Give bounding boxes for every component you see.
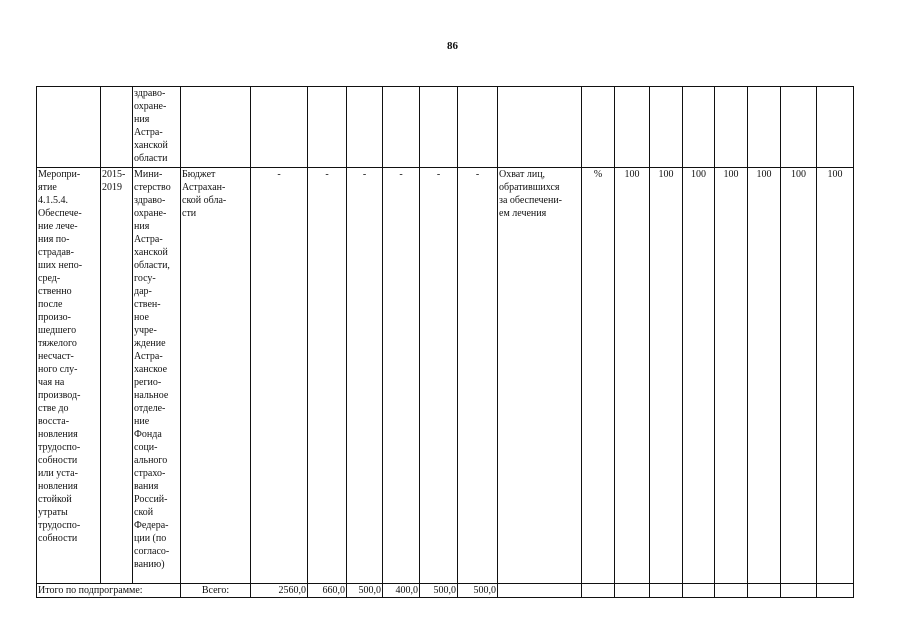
indicator-unit: % (582, 168, 615, 584)
event-name: Меропри- ятие 4.1.5.4. Обеспече- ние лече- ния по- страдав- ших непо- сред- ственно после произо- шедшего тяжелого несчаст- ного слу- чая на производ- стве до восста- новления трудоспо- собности или уста- новления стойкой утраты трудоспо- собности (37, 168, 101, 584)
total-amount: 500,0 (347, 584, 383, 598)
total-label: Итого по подпрограмме: (37, 584, 181, 598)
amount-cell: - (458, 168, 498, 584)
amount-cell: - (383, 168, 420, 584)
cell-period-empty (101, 87, 133, 168)
cell-event-empty (37, 87, 101, 168)
total-vsego-label: Всего: (181, 584, 251, 598)
amount-cell: - (347, 168, 383, 584)
indicator-value: 100 (650, 168, 683, 584)
table-row-event-4-1-5-4 (37, 168, 854, 584)
executor-continuation: здраво- охране- ния Астра- ханской области (133, 87, 181, 168)
amount-cell: - (251, 168, 308, 584)
program-table (36, 86, 854, 598)
indicator-value: 100 (781, 168, 817, 584)
page-number: 86 (447, 40, 458, 52)
indicator-value: 100 (615, 168, 650, 584)
table-row-continuation (37, 87, 854, 168)
total-amount: 2560,0 (251, 584, 308, 598)
total-amount: 500,0 (458, 584, 498, 598)
indicator-value: 100 (748, 168, 781, 584)
indicator-value: 100 (683, 168, 715, 584)
table-row-total (37, 584, 854, 598)
indicator-value: 100 (715, 168, 748, 584)
event-period: 2015- 2019 (101, 168, 133, 584)
amount-cell: - (420, 168, 458, 584)
indicator-value: 100 (817, 168, 854, 584)
total-amount: 500,0 (420, 584, 458, 598)
indicator-name: Охват лиц, обратившихся за обеспечени- ем лечения (498, 168, 582, 584)
event-executor: Мини- стерство здраво- охране- ния Астра- ханской области, госу- дар- ствен- ное учре- ждение Астра- ханское регио- нальное отделе- ние Фонда соци- ального страхо- вания Россий- ской Федера- ции (по согласо- ванию) (133, 168, 181, 584)
total-amount: 400,0 (383, 584, 420, 598)
total-amount: 660,0 (308, 584, 347, 598)
funding-source: Бюджет Астрахан- ской обла- сти (181, 168, 251, 584)
amount-cell: - (308, 168, 347, 584)
